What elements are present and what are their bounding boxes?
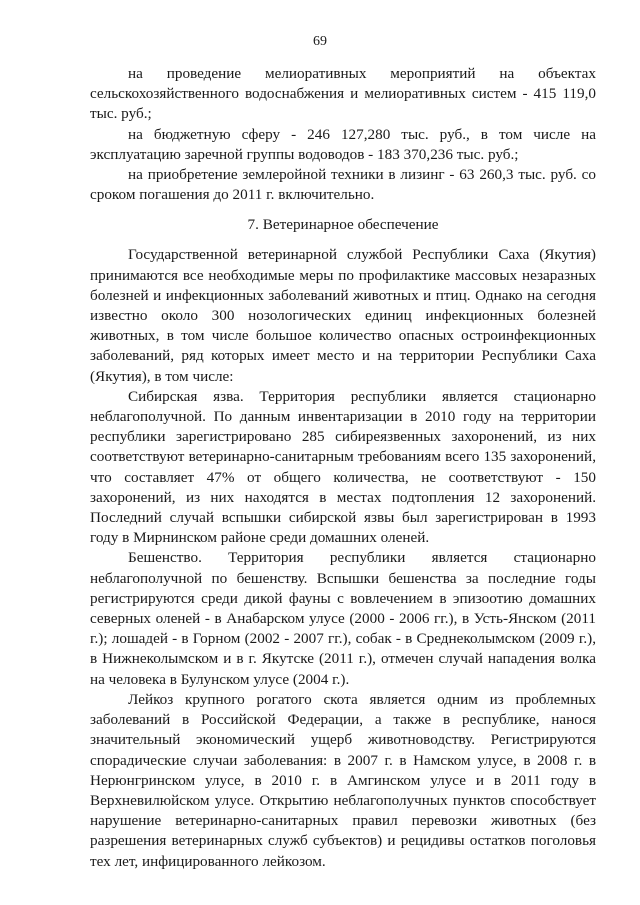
paragraph-equipment-leasing: на приобретение землеройной техники в лизинг - 63 260,3 тыс. руб. со сроком погашения до 2011 г. включительно. <box>90 166 596 204</box>
page-number: 69 <box>313 34 327 49</box>
section-heading: 7. Ветеринарное обеспечение <box>247 216 439 234</box>
paragraph-anthrax: Сибирская язва. Территория республики является стационарно неблагополучной. По данным инвентаризации в 2010 году на территории республики зарегистрировано 285 сибиреязвенных захоронений, из них соответствуют ветеринарно-санитарным требованиям всего 135 захоронений, что составляет 47% от общего количества, не соответствуют - 150 захоронений, из них находятся в местах подтопления 12 захоронений. Последний случай вспышки сибирской язвы был зарегистрирован в 1993 году в Мирнинском районе среди домашних оленей. <box>90 387 596 547</box>
paragraph-veterinary-service: Государственной ветеринарной службой Республики Саха (Якутия) принимаются все необходимые меры по профилактике массовых незаразных болезней и инфекционных заболеваний животных и птиц. Однако на сегодня известно около 300 нозологических единиц инфекционных болезней животных, в том числе большое количество опасных остроинфекционных заболеваний, ряд которых имеет место и на территории Республики Саха (Якутия), в том числе: <box>90 246 596 385</box>
paragraph-melioration: на проведение мелиоративных мероприятий на объектах сельскохозяйственного водоснабжения и мелиоративных систем - 415 119,0 тыс. руб.; <box>90 65 596 123</box>
paragraph-leukosis: Лейкоз крупного рогатого скота является одним из проблемных заболеваний в Российской Федерации, а также в республике, нанося значительный экономический ущерб животноводству. Регистрируются спорадические случаи заболевания: в 2007 г. в Намском улусе, в 2008 г. в Нерюнгринском улусе, в 2010 г. в Амгинском улусе и в 2011 году в Верхневилюйском улусе. Открытию неблагополучных пунктов способствует нарушение ветеринарно-санитарных правил перевозки животных (без разрешения ветеринарных служб субъектов) и рецидивы остатков поголовья тех лет, инфицированного лейкозом. <box>90 690 596 870</box>
paragraph-rabies: Бешенство. Территория республики является стационарно неблагополучной по бешенству. Вспышки бешенства за последние годы регистрируются среди дикой фауны с вовлечением в эпизоотию домашних северных оленей - в Анабарском улусе (2000 - 2006 гг.), в Усть-Янском (2011 г.); лошадей - в Горном (2002 - 2007 гг.), собак - в Среднеколымском (2009 г.), в Нижнеколымском и в г. Якутске (2011 г.), отмечен случай нападения волка на человека в Булунском улусе (2004 г.). <box>90 549 596 688</box>
paragraph-budget-sphere: на бюджетную сферу - 246 127,280 тыс. руб., в том числе на эксплуатацию заречной группы водоводов - 183 370,236 тыс. руб.; <box>90 125 596 163</box>
page-body <box>90 64 596 872</box>
